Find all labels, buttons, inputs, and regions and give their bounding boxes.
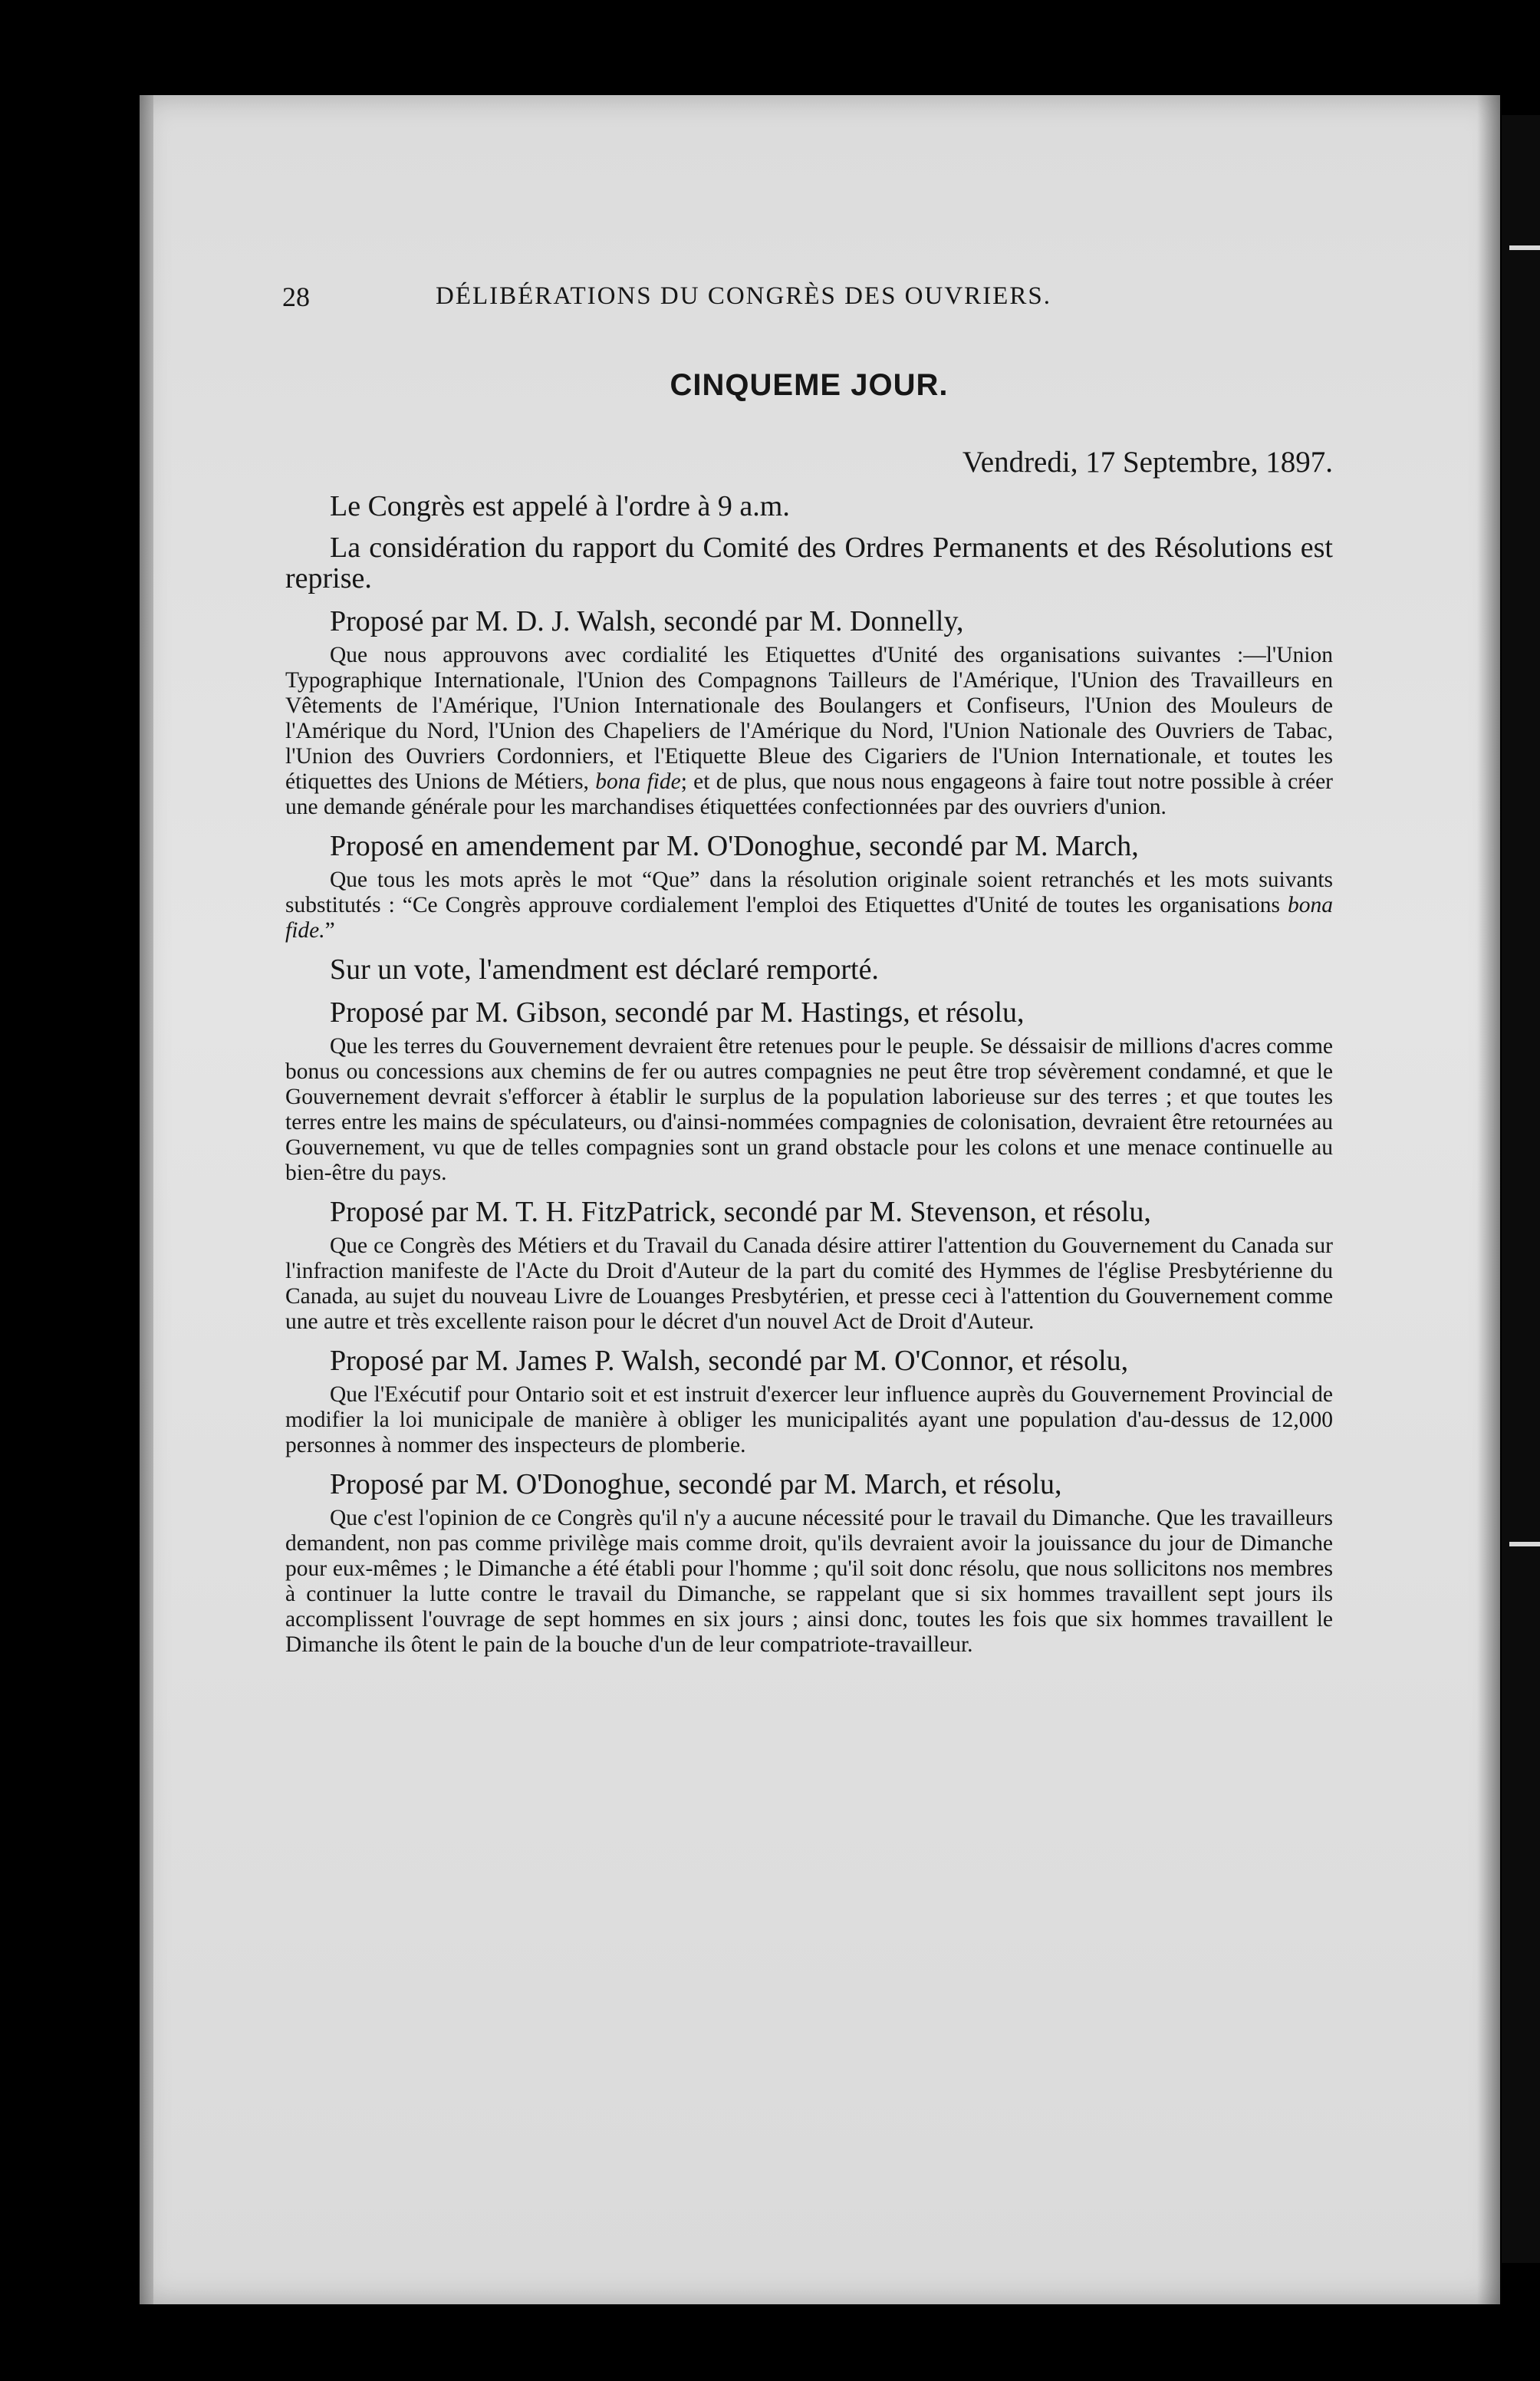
page-number: 28 bbox=[282, 282, 310, 312]
resolution-text: Que ce Congrès des Métiers et du Travail du Canada désire attirer l'attention du Gouvernement du Canada sur l'infraction manifeste de l'Acte du Droit d'Auteur de la part du comité des Hymmes de l'église Presbytérienne du Canada, au sujet du nouveau Livre de Louanges Presbytérien, et presse ceci à l'attention du Gouvernement comme une autre et très excellente raison pour le décret d'un nouvel Act de Droit d'Auteur. bbox=[285, 1233, 1333, 1334]
vote-result: Sur un vote, l'amendment est déclaré remporté. bbox=[330, 953, 879, 986]
call-to-order: Le Congrès est appelé à l'ordre à 9 a.m. bbox=[330, 490, 790, 522]
resolution-text-part: ; et de plus, que nous nous engageons à faire tout notre possible à créer une demande générale pour les marchandises étiquettées confectionnées par des ouvriers d'union. bbox=[285, 769, 1334, 819]
motion-mover: Proposé par M. James P. Walsh, secondé par M. O'Connor, et résolu, bbox=[330, 1345, 1129, 1377]
minutes-body bbox=[285, 491, 1333, 1661]
binding-mark bbox=[1509, 1542, 1540, 1546]
resolution-text: Que les terres du Gouvernement devraient être retenues pour le peuple. Se déssaisir de millions d'acres comme bonus ou concessions aux chemins de fer ou autres compagnies ne peut être trop sévèrement condamné, et que le Gouvernement devrait s'efforcer à établir le surplus de la population laborieuse sur des terres ; et que toutes les terres entre les mains de spéculateurs, ou d'ainsi-nommées compagnies de colonisation, devraient être retournées au Gouvernement, vu que de telles compagnies sont un grand obstacle pour les colons et une menace continuelle au bien-être du pays. bbox=[285, 1034, 1333, 1185]
resolution-text bbox=[285, 643, 1333, 820]
running-title: DÉLIBÉRATIONS DU CONGRÈS DES OUVRIERS. bbox=[436, 282, 1051, 310]
resolution-italic: bona fide. bbox=[285, 893, 1333, 943]
consideration-note: La considération du rapport du Comité des Ordres Permanents et des Résolutions est reprise. bbox=[285, 532, 1333, 594]
day-heading: CINQUEME JOUR. bbox=[670, 368, 949, 402]
resolution-text: Que c'est l'opinion de ce Congrès qu'il n'y a aucune nécessité pour le travail du Dimanche. Que les travailleurs demandent, non pas comme privilège mais comme droit, qu'ils devraient avoir la jouissance du jour de Dimanche pour eux-mêmes ; le Dimanche a été établi pour l'homme ; qu'il soit donc résolu, que nous sollicitons nos membres à continuer la lutte contre le travail du Dimanche, se rappelant que si six hommes travaillent sept jours ils accomplissent l'ouvrage de sept hommes en six jours ; ainsi donc, toutes les fois que six hommes travaillent le Dimanche ils ôtent le pain de la bouche d'un de leur compatriote-travailleur. bbox=[285, 1506, 1333, 1657]
resolution-text-part: Que tous les mots après le mot “Que” dans la résolution originale soient retranchés et les mots suivants substitutés : “Ce Congrès approuve cordialement l'emploi des Etiquettes d'Unité de toutes les organisations bbox=[285, 868, 1333, 917]
motion-mover: Proposé par M. T. H. FitzPatrick, secondé par M. Stevenson, et résolu, bbox=[330, 1196, 1151, 1228]
amendment-text bbox=[285, 868, 1333, 944]
motion-mover: Proposé par M. D. J. Walsh, secondé par M. Donnelly, bbox=[330, 605, 964, 637]
resolution-text-part: ” bbox=[324, 918, 335, 943]
motion-mover: Proposé par M. Gibson, secondé par M. Hastings, et résolu, bbox=[330, 996, 1025, 1029]
binding-edge bbox=[1502, 115, 1540, 2263]
motion-mover: Proposé par M. O'Donoghue, secondé par M. March, et résolu, bbox=[330, 1468, 1062, 1500]
binding-mark bbox=[1509, 245, 1540, 250]
session-date: Vendredi, 17 Septembre, 1897. bbox=[962, 446, 1333, 479]
running-head bbox=[282, 276, 1333, 315]
resolution-text-part: Que nous approuvons avec cordialité les Etiquettes d'Unité des organisations suivantes :—l'Union Typographique Internationale, l'Union des Compagnons Tailleurs de l'Amérique, l'Union des Travailleurs en Vêtements de l'Amérique, l'Union Internationale des Boulangers et Confiseurs, l'Union des Mouleurs de l'Amérique du Nord, l'Union des Chapeliers de l'Amérique du Nord, l'Union Nationale des Ouvriers de Tabac, l'Union des Ouvriers Cordonniers, et l'Etiquette Bleue des Cigariers de l'Union Internationale, et toutes les étiquettes des Unions de Métiers, bbox=[285, 643, 1333, 794]
resolution-text: Que l'Exécutif pour Ontario soit et est instruit d'exercer leur influence auprès du Gouvernement Provincial de modifier la loi municipale de manière à obliger les municipalités ayant une population d'au-dessus de 12,000 personnes à nommer des inspecteurs de plomberie. bbox=[285, 1382, 1333, 1457]
resolution-italic: bona fide bbox=[595, 769, 681, 794]
amendment-mover: Proposé en amendement par M. O'Donoghue, secondé par M. March, bbox=[330, 830, 1139, 862]
